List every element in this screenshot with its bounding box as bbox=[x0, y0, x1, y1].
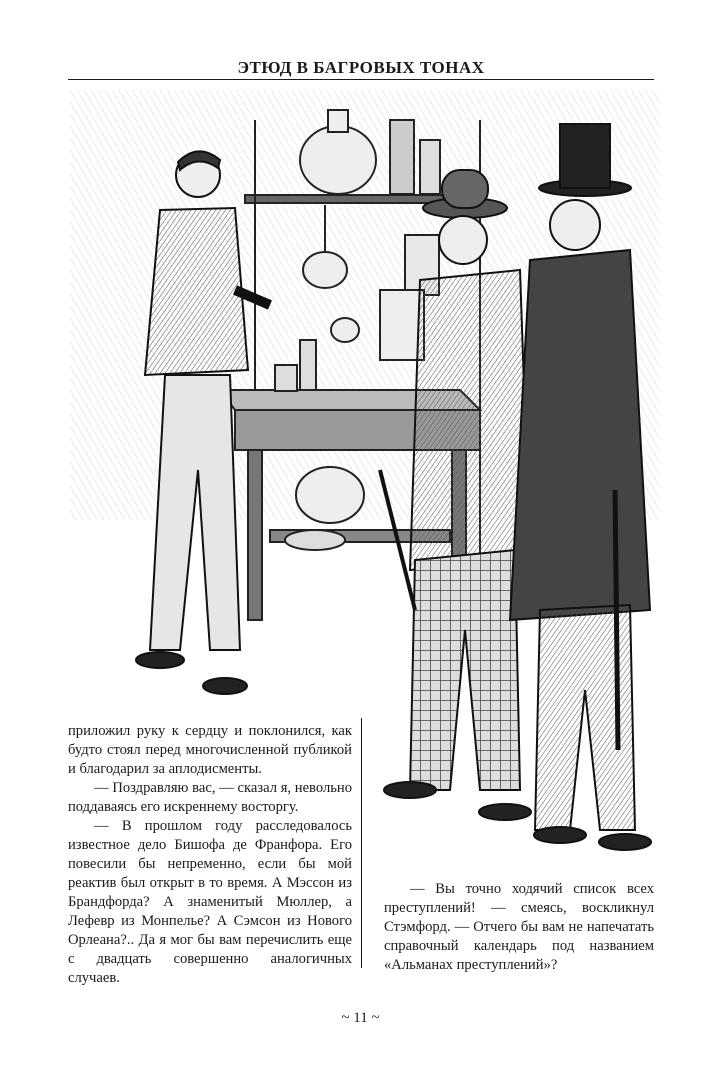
left-text-column bbox=[68, 722, 352, 988]
paragraph: — Вы точно ходячий список всех преступлений! — смеясь, воскликнул Стэмфорд. — Отчего бы вам не напечатать справочный календарь под названием «Альманах преступлений»? bbox=[384, 881, 654, 973]
column-divider bbox=[361, 718, 362, 968]
page-number: ~ 11 ~ bbox=[341, 1010, 380, 1026]
running-title: ЭТЮД В БАГРОВЫХ ТОНАХ bbox=[237, 58, 485, 77]
paragraph: — Поздравляю вас, — сказал я, невольно поддаваясь его искреннему восторгу. bbox=[68, 780, 352, 815]
header-rule bbox=[68, 79, 654, 80]
right-text-column bbox=[384, 880, 654, 975]
paragraph: приложил руку к сердцу и поклонился, как будто стоял перед многочисленной публикой и благодарил за аплодисменты. bbox=[68, 723, 352, 777]
paragraph: — В прошлом году расследовалось известное дело Бишофа де Франфора. Его повесили бы непременно, если бы мой реактив был открыт в то время. А Мэссон из Брандфорда? А знаменитый Мюллер, а Лефевр из Монпелье? А Сэмсон из Нового Орлеана?.. Да я мог бы вам перечислить еще с двадцать совершенно аналогичных случаев. bbox=[68, 818, 352, 986]
